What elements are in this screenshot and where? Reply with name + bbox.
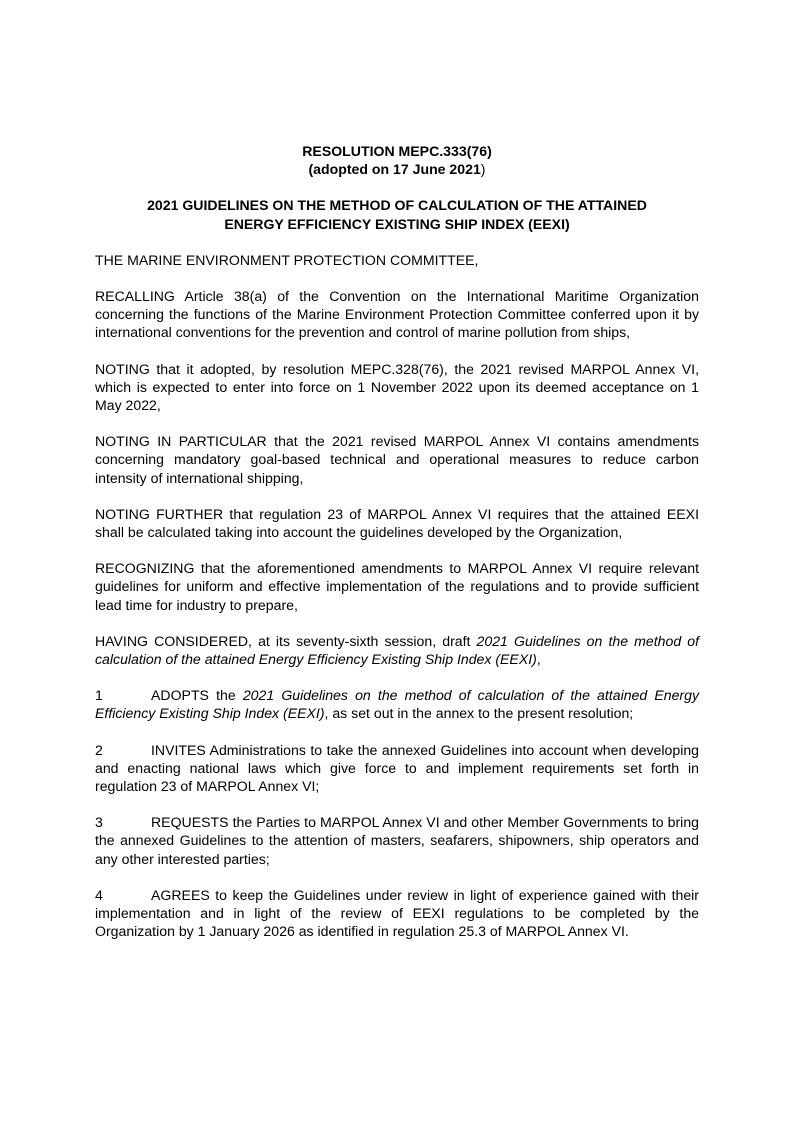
having-considered-prefix: HAVING CONSIDERED, at its seventy-sixth session, draft bbox=[95, 632, 477, 649]
preamble-having-considered bbox=[95, 632, 699, 668]
paragraph-number-4: 4 bbox=[95, 886, 103, 903]
preamble-noting: NOTING that it adopted, by resolution MEPC.328(76), the 2021 revised MARPOL Annex VI, which is expected to enter into force on 1 November 2022 upon its deemed acceptance on 1 May 2022, bbox=[95, 360, 699, 414]
operative-3-text: REQUESTS the Parties to MARPOL Annex VI and other Member Governments to bring the annexed Guidelines to the attention of masters, seafarers, shipowners, ship operators and any other interested parties; bbox=[95, 814, 699, 867]
title-line-2: ENERGY EFFICIENCY EXISTING SHIP INDEX (EEXI) bbox=[224, 215, 570, 232]
operative-1-prefix: ADOPTS the bbox=[151, 687, 243, 704]
preamble-noting-further: NOTING FURTHER that regulation 23 of MARPOL Annex VI requires that the attained EEXI shall be calculated taking into account the guidelines developed by the Organization, bbox=[95, 505, 699, 541]
paragraph-number-1: 1 bbox=[95, 687, 103, 704]
resolution-heading bbox=[95, 142, 699, 178]
resolution-number: RESOLUTION MEPC.333(76) bbox=[302, 143, 492, 159]
title-line-1: 2021 GUIDELINES ON THE METHOD OF CALCULATION OF THE ATTAINED bbox=[147, 197, 647, 214]
operative-paragraph-4 bbox=[95, 886, 699, 941]
having-considered-suffix: , bbox=[536, 651, 541, 668]
preamble-recalling: RECALLING Article 38(a) of the Convention on the International Maritime Organization concerning the functions of the Marine Environment Protection Committee conferred upon it by international conventions for the prevention and control of marine pollution from ships, bbox=[95, 288, 699, 341]
operative-4-text: AGREES to keep the Guidelines under review in light of experience gained with their implementation and in light of the review of EEXI regulations to be completed by the Organization by 1 January 2026 as identified in regulation 25.3 of MARPOL Annex VI. bbox=[95, 886, 699, 940]
preamble-noting-in-particular: NOTING IN PARTICULAR that the 2021 revised MARPOL Annex VI contains amendments concerning mandatory goal-based technical and operational measures to reduce carbon intensity of international shipping, bbox=[95, 433, 699, 486]
having-considered-title: 2021 Guidelines on the method of calculation of the attained Energy Efficiency Existing Ship Index (EEXI) bbox=[95, 632, 700, 668]
operative-paragraph-3 bbox=[95, 813, 699, 868]
committee-name: THE MARINE ENVIRONMENT PROTECTION COMMITTEE, bbox=[95, 251, 479, 268]
operative-paragraph-2 bbox=[95, 741, 699, 796]
operative-1-suffix: , as set out in the annex to the present resolution; bbox=[324, 705, 634, 722]
adoption-date-close: ) bbox=[480, 161, 486, 178]
operative-2-text: INVITES Administrations to take the annexed Guidelines into account when developing and enacting national laws which give force to and implement requirements set forth in regulation 23 of MARPOL Annex VI; bbox=[95, 741, 699, 795]
document-title bbox=[95, 196, 699, 232]
adoption-date bbox=[95, 160, 699, 178]
paragraph-number-3: 3 bbox=[95, 814, 103, 831]
document-page bbox=[95, 142, 699, 941]
adoption-date-text: (adopted on 17 June 2021 bbox=[308, 161, 481, 178]
preamble-recognizing: RECOGNIZING that the aforementioned amendments to MARPOL Annex VI require relevant guidelines for uniform and effective implementation of the regulations and to provide sufficient lead time for industry to prepare, bbox=[95, 560, 699, 613]
operative-paragraph-1 bbox=[95, 686, 699, 722]
paragraph-number-2: 2 bbox=[95, 741, 103, 758]
operative-1-title: 2021 Guidelines on the method of calculation of the attained Energy Efficiency Existing Ship Index (EEXI) bbox=[95, 687, 700, 722]
